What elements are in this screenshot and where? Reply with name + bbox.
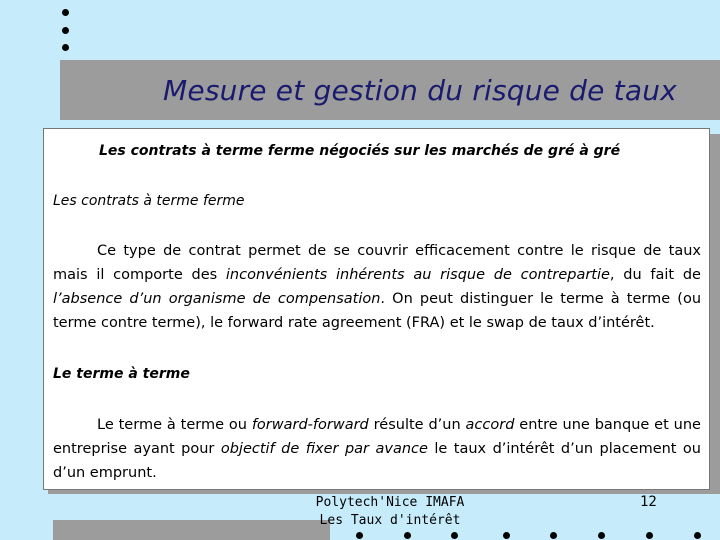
para1-italic: l’absence d’un organisme de compensation (53, 291, 381, 307)
para1-text: Ce type de contrat permet de se couvrir efficacement contre le risque de taux mais il comporte des (53, 243, 701, 283)
bullet-dot (62, 27, 69, 34)
page-number: 12 (640, 494, 657, 510)
paragraph-terme (53, 413, 701, 485)
footer-text (295, 494, 485, 530)
bullet-dot (694, 532, 701, 539)
para2-text: résulte d’un (368, 417, 466, 433)
main-heading: Les contrats à terme ferme négociés sur les marchés de gré à gré (99, 143, 621, 159)
para2-text: le taux d’intérêt d’un placement ou d’un emprunt. (53, 441, 701, 481)
sub-heading: Les contrats à terme ferme (53, 193, 245, 209)
title-bar (60, 60, 720, 120)
footer-bar (53, 520, 330, 540)
bullet-dot (598, 532, 605, 539)
para1-text: . On peut distinguer le terme à terme (ou terme contre terme), le forward rate agreement (FRA) et le swap de taux d’intérêt. (53, 291, 702, 331)
bullet-dot (62, 9, 69, 16)
bullet-dot (62, 44, 69, 51)
para2-italic: forward-forward (251, 417, 369, 433)
terme-heading: Le terme à terme (53, 366, 190, 382)
paragraph-contrats (53, 239, 701, 335)
content-panel (43, 128, 710, 490)
para2-text: entre une banque et une entreprise ayant pour (53, 417, 701, 457)
para2-italic: accord (465, 417, 515, 433)
para2-text: Le terme à terme ou (97, 417, 252, 433)
bullet-dot (503, 532, 510, 539)
para1-italic: inconvénients inhérents au risque de contrepartie (225, 267, 610, 283)
bullet-dot (451, 532, 458, 539)
bullet-dot (550, 532, 557, 539)
bullet-dot (356, 532, 363, 539)
para2-italic: objectif de fixer par avance (220, 441, 428, 457)
footer-line2: Les Taux d'intérêt (319, 513, 461, 528)
footer-line1: Polytech'Nice IMAFA (315, 495, 465, 510)
para1-text: , du fait de (609, 267, 701, 283)
bullet-dot (404, 532, 411, 539)
title-box (60, 60, 720, 120)
slide-title: Mesure et gestion du risque de taux (163, 73, 677, 107)
bullet-dot (646, 532, 653, 539)
